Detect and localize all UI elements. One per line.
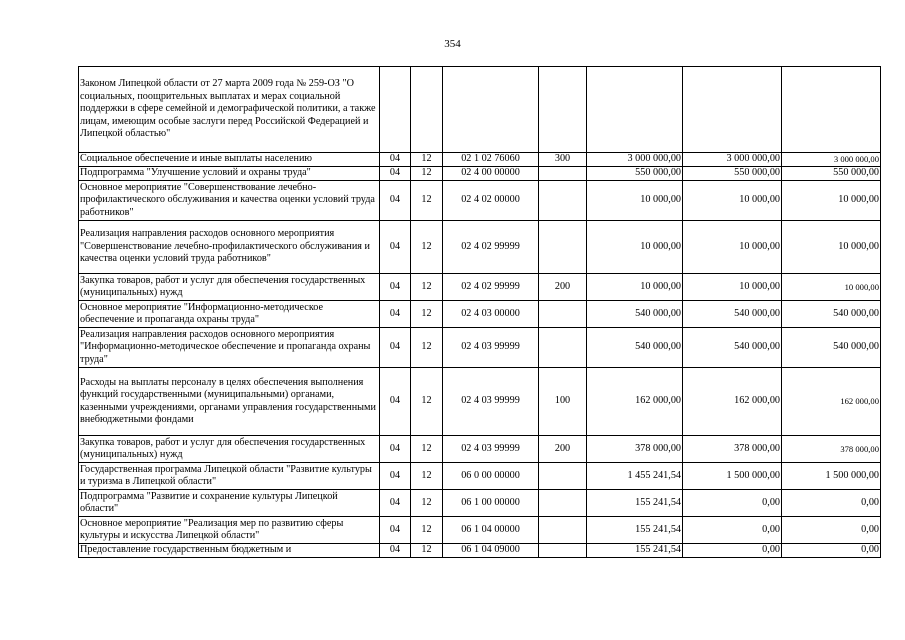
budget-table [78, 66, 881, 558]
amount-year3-cell: 0,00 [782, 517, 881, 544]
target-article-cell: 02 4 03 99999 [443, 368, 539, 436]
subsection-code-cell: 12 [411, 517, 443, 544]
section-code-cell: 04 [380, 490, 411, 517]
target-article-cell: 02 4 02 00000 [443, 181, 539, 221]
amount-year2-cell: 162 000,00 [683, 368, 782, 436]
target-article-cell: 02 1 02 76060 [443, 153, 539, 167]
row-name-cell: Социальное обеспечение и иные выплаты населению [79, 153, 380, 167]
section-code-cell: 04 [380, 436, 411, 463]
subsection-code-cell: 12 [411, 463, 443, 490]
expense-type-cell [539, 301, 587, 328]
amount-year1-cell: 155 241,54 [587, 490, 683, 517]
row-name-cell: Расходы на выплаты персоналу в целях обеспечения выполнения функций государственными (муниципальными) органами, казенными учреждениями, органами управления государственными внебюджетными фондами [79, 368, 380, 436]
amount-year3-cell [782, 67, 881, 153]
subsection-code-cell: 12 [411, 181, 443, 221]
target-article-cell: 06 1 04 09000 [443, 544, 539, 558]
amount-year2-cell: 0,00 [683, 544, 782, 558]
subsection-code-cell: 12 [411, 301, 443, 328]
amount-year1-cell: 3 000 000,00 [587, 153, 683, 167]
amount-year3-cell: 540 000,00 [782, 328, 881, 368]
table-row [79, 181, 881, 221]
amount-year1-cell: 10 000,00 [587, 181, 683, 221]
row-name-cell: Предоставление государственным бюджетным и [79, 544, 380, 558]
amount-year3-cell: 0,00 [782, 490, 881, 517]
section-code-cell: 04 [380, 274, 411, 301]
target-article-cell: 06 1 04 00000 [443, 517, 539, 544]
amount-year3-cell: 1 500 000,00 [782, 463, 881, 490]
row-name-cell: Подпрограмма "Развитие и сохранение культуры Липецкой области" [79, 490, 380, 517]
amount-year3-cell: 162 000,00 [782, 368, 881, 436]
amount-year2-cell: 3 000 000,00 [683, 153, 782, 167]
amount-year2-cell: 550 000,00 [683, 167, 782, 181]
amount-year3-cell: 3 000 000,00 [782, 153, 881, 167]
subsection-code-cell: 12 [411, 167, 443, 181]
subsection-code-cell: 12 [411, 544, 443, 558]
subsection-code-cell: 12 [411, 221, 443, 274]
expense-type-cell [539, 490, 587, 517]
amount-year1-cell: 540 000,00 [587, 301, 683, 328]
amount-year2-cell: 10 000,00 [683, 274, 782, 301]
table-row [79, 67, 881, 153]
expense-type-cell [539, 67, 587, 153]
subsection-code-cell: 12 [411, 368, 443, 436]
target-article-cell: 02 4 03 99999 [443, 436, 539, 463]
amount-year1-cell: 162 000,00 [587, 368, 683, 436]
amount-year1-cell: 155 241,54 [587, 544, 683, 558]
amount-year3-cell: 550 000,00 [782, 167, 881, 181]
row-name-cell: Реализация направления расходов основного мероприятия "Информационно-методическое обеспечение и пропаганда охраны труда" [79, 328, 380, 368]
table-row [79, 517, 881, 544]
expense-type-cell [539, 181, 587, 221]
target-article-cell: 02 4 02 99999 [443, 221, 539, 274]
target-article-cell: 02 4 02 99999 [443, 274, 539, 301]
section-code-cell: 04 [380, 167, 411, 181]
amount-year2-cell: 540 000,00 [683, 328, 782, 368]
section-code-cell: 04 [380, 517, 411, 544]
amount-year3-cell: 10 000,00 [782, 181, 881, 221]
expense-type-cell [539, 221, 587, 274]
expense-type-cell: 300 [539, 153, 587, 167]
amount-year1-cell: 1 455 241,54 [587, 463, 683, 490]
amount-year1-cell: 10 000,00 [587, 221, 683, 274]
expense-type-cell: 200 [539, 436, 587, 463]
subsection-code-cell: 12 [411, 436, 443, 463]
section-code-cell: 04 [380, 463, 411, 490]
subsection-code-cell: 12 [411, 153, 443, 167]
amount-year2-cell: 1 500 000,00 [683, 463, 782, 490]
expense-type-cell: 200 [539, 274, 587, 301]
row-name-cell: Подпрограмма "Улучшение условий и охраны труда" [79, 167, 380, 181]
table-row [79, 368, 881, 436]
amount-year3-cell: 540 000,00 [782, 301, 881, 328]
amount-year1-cell [587, 67, 683, 153]
table-row [79, 274, 881, 301]
row-name-cell: Закупка товаров, работ и услуг для обеспечения государственных (муниципальных) нужд [79, 274, 380, 301]
table-row [79, 221, 881, 274]
amount-year2-cell: 540 000,00 [683, 301, 782, 328]
target-article-cell: 06 1 00 00000 [443, 490, 539, 517]
amount-year1-cell: 155 241,54 [587, 517, 683, 544]
subsection-code-cell: 12 [411, 274, 443, 301]
section-code-cell: 04 [380, 368, 411, 436]
amount-year1-cell: 550 000,00 [587, 167, 683, 181]
subsection-code-cell [411, 67, 443, 153]
expense-type-cell [539, 544, 587, 558]
target-article-cell [443, 67, 539, 153]
page-number: 354 [444, 38, 461, 50]
section-code-cell: 04 [380, 153, 411, 167]
table-row [79, 328, 881, 368]
amount-year2-cell [683, 67, 782, 153]
amount-year1-cell: 10 000,00 [587, 274, 683, 301]
amount-year3-cell: 10 000,00 [782, 221, 881, 274]
target-article-cell: 02 4 03 00000 [443, 301, 539, 328]
subsection-code-cell: 12 [411, 328, 443, 368]
expense-type-cell [539, 328, 587, 368]
row-name-cell: Государственная программа Липецкой области "Развитие культуры и туризма в Липецкой области" [79, 463, 380, 490]
expense-type-cell [539, 463, 587, 490]
section-code-cell: 04 [380, 221, 411, 274]
row-name-cell: Основное мероприятие "Совершенствование лечебно-профилактического обслуживания и качества оценки условий труда работников" [79, 181, 380, 221]
section-code-cell: 04 [380, 181, 411, 221]
table-row [79, 544, 881, 558]
section-code-cell: 04 [380, 328, 411, 368]
expense-type-cell: 100 [539, 368, 587, 436]
table-row [79, 463, 881, 490]
amount-year1-cell: 378 000,00 [587, 436, 683, 463]
expense-type-cell [539, 517, 587, 544]
amount-year3-cell: 10 000,00 [782, 274, 881, 301]
table-row [79, 301, 881, 328]
table-row [79, 436, 881, 463]
amount-year2-cell: 10 000,00 [683, 181, 782, 221]
amount-year1-cell: 540 000,00 [587, 328, 683, 368]
subsection-code-cell: 12 [411, 490, 443, 517]
target-article-cell: 06 0 00 00000 [443, 463, 539, 490]
section-code-cell: 04 [380, 544, 411, 558]
expense-type-cell [539, 167, 587, 181]
row-name-cell: Реализация направления расходов основного мероприятия "Совершенствование лечебно-профилактического обслуживания и качества оценки условий труда работников" [79, 221, 380, 274]
table-row [79, 153, 881, 167]
amount-year2-cell: 10 000,00 [683, 221, 782, 274]
table-row [79, 167, 881, 181]
row-name-cell: Основное мероприятие "Реализация мер по развитию сферы культуры и искусства Липецкой области" [79, 517, 380, 544]
target-article-cell: 02 4 00 00000 [443, 167, 539, 181]
row-name-cell: Законом Липецкой области от 27 марта 2009 года № 259-ОЗ "О социальных, поощрительных выплатах и мерах социальной поддержки в сфере семейной и демографической политики, а также лицам, имеющим особые заслуги перед Российской Федерацией и Липецкой областью" [79, 67, 380, 153]
row-name-cell: Основное мероприятие "Информационно-методическое обеспечение и пропаганда охраны труда" [79, 301, 380, 328]
row-name-cell: Закупка товаров, работ и услуг для обеспечения государственных (муниципальных) нужд [79, 436, 380, 463]
amount-year3-cell: 0,00 [782, 544, 881, 558]
table-row [79, 490, 881, 517]
amount-year2-cell: 378 000,00 [683, 436, 782, 463]
amount-year3-cell: 378 000,00 [782, 436, 881, 463]
amount-year2-cell: 0,00 [683, 490, 782, 517]
section-code-cell: 04 [380, 301, 411, 328]
target-article-cell: 02 4 03 99999 [443, 328, 539, 368]
amount-year2-cell: 0,00 [683, 517, 782, 544]
section-code-cell [380, 67, 411, 153]
